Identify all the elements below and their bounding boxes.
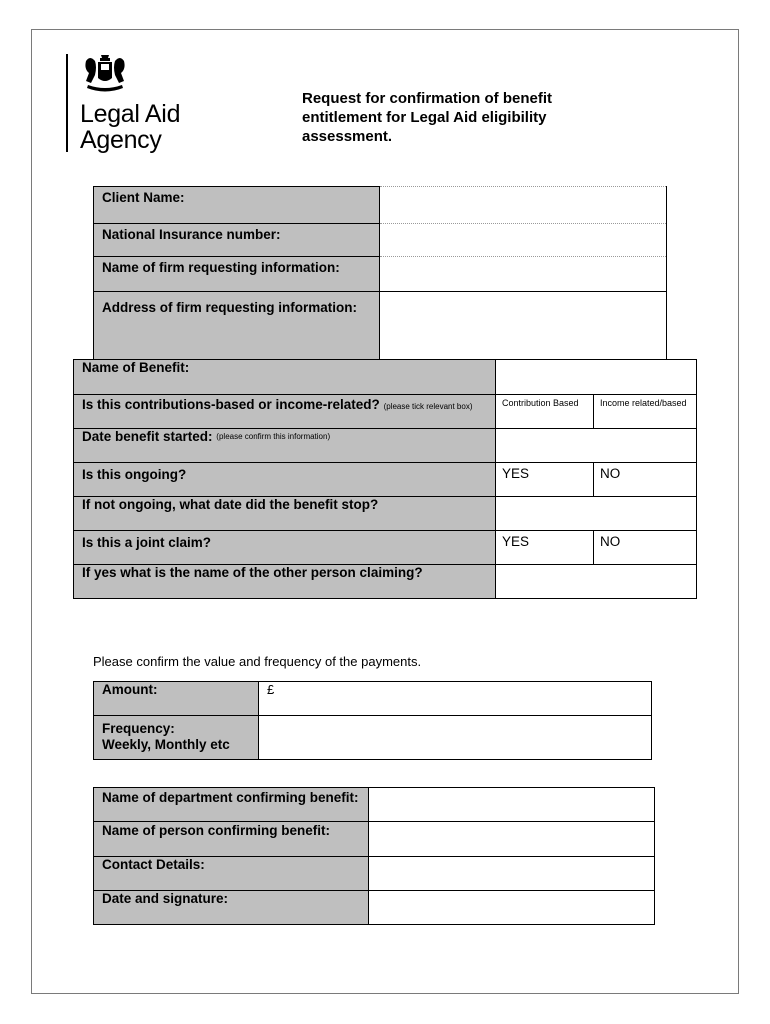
frequency-field[interactable] — [259, 716, 652, 760]
benefit-name-field[interactable] — [496, 360, 697, 395]
other-person-label-cell — [74, 565, 496, 599]
joint-claim-yes-label: YES — [502, 534, 530, 549]
table-row — [94, 857, 655, 891]
benefit-name-label-cell — [74, 360, 496, 395]
logo-line-2: Agency — [80, 126, 162, 154]
ongoing-yes-option[interactable] — [496, 463, 594, 497]
table-row — [94, 682, 652, 716]
ongoing-no-label: NO — [600, 466, 621, 481]
date-signature-label: Date and signature: — [102, 891, 229, 906]
other-person-label: If yes what is the name of the other person claiming? — [82, 565, 423, 580]
date-signature-label-cell — [94, 891, 369, 925]
table-row — [74, 395, 697, 429]
title-line-2: entitlement for Legal Aid eligibility — [302, 109, 547, 126]
ongoing-no-option[interactable] — [594, 463, 697, 497]
amount-field[interactable] — [259, 682, 652, 716]
client-details-table — [93, 186, 667, 360]
ni-label: National Insurance number: — [102, 227, 281, 242]
person-label-cell — [94, 822, 369, 857]
department-field[interactable] — [369, 788, 655, 822]
date-started-field[interactable] — [496, 429, 697, 463]
ongoing-label: Is this ongoing? — [82, 467, 187, 482]
joint-claim-no-option[interactable] — [594, 531, 697, 565]
table-row — [74, 497, 697, 531]
currency-symbol: £ — [267, 682, 275, 697]
firm-name-label-cell — [94, 257, 380, 292]
royal-crest-icon — [80, 53, 130, 93]
benefit-type-label: Is this contributions-based or income-related? — [82, 397, 380, 412]
frequency-label-cell — [94, 716, 259, 760]
client-name-label: Client Name: — [102, 190, 185, 205]
contact-field[interactable] — [369, 857, 655, 891]
confirmation-table — [93, 787, 655, 925]
client-name-label-cell — [94, 187, 380, 224]
ongoing-yes-label: YES — [502, 466, 530, 481]
firm-name-field[interactable] — [380, 257, 667, 292]
table-row — [74, 463, 697, 497]
date-signature-field[interactable] — [369, 891, 655, 925]
joint-claim-label-cell — [74, 531, 496, 565]
amount-label: Amount: — [102, 682, 158, 697]
person-label: Name of person confirming benefit: — [102, 823, 331, 838]
table-row — [94, 822, 655, 857]
benefit-type-label-cell — [74, 395, 496, 429]
table-row — [74, 360, 697, 395]
title-line-1: Request for confirmation of benefit — [302, 90, 553, 107]
table-row — [74, 565, 697, 599]
other-person-field[interactable] — [496, 565, 697, 599]
firm-address-field[interactable] — [380, 292, 667, 360]
table-row — [94, 716, 652, 760]
benefit-type-hint: (please tick relevant box) — [383, 402, 473, 411]
payments-intro-text: Please confirm the value and frequency of the payments. — [93, 654, 422, 669]
firm-address-label: Address of firm requesting information: — [102, 300, 358, 315]
ni-number-field[interactable] — [380, 224, 667, 257]
contribution-based-label: Contribution Based — [502, 398, 579, 408]
stop-date-field[interactable] — [496, 497, 697, 531]
department-label-cell — [94, 788, 369, 822]
amount-label-cell — [94, 682, 259, 716]
logo-line-1: Legal Aid — [80, 100, 181, 128]
ongoing-label-cell — [74, 463, 496, 497]
firm-name-label: Name of firm requesting information: — [102, 260, 340, 275]
income-related-label: Income related/based — [600, 398, 687, 408]
payments-table — [93, 681, 652, 760]
department-label: Name of department confirming benefit: — [102, 790, 359, 805]
benefit-details-table — [73, 359, 697, 599]
contact-label-cell — [94, 857, 369, 891]
logo-divider — [66, 54, 68, 152]
firm-address-label-cell — [94, 292, 380, 360]
stop-date-label-cell — [74, 497, 496, 531]
table-row — [94, 891, 655, 925]
stop-date-label: If not ongoing, what date did the benefit stop? — [82, 497, 379, 512]
contact-label: Contact Details: — [102, 857, 205, 872]
table-row — [94, 224, 667, 257]
person-field[interactable] — [369, 822, 655, 857]
income-related-option[interactable] — [594, 395, 697, 429]
date-started-label-cell — [74, 429, 496, 463]
ni-label-cell — [94, 224, 380, 257]
title-line-3: assessment. — [302, 128, 393, 145]
benefit-name-label: Name of Benefit: — [82, 360, 190, 375]
frequency-hint: Weekly, Monthly etc — [102, 737, 230, 752]
table-row — [94, 187, 667, 224]
date-started-label: Date benefit started: — [82, 429, 213, 444]
joint-claim-yes-option[interactable] — [496, 531, 594, 565]
joint-claim-no-label: NO — [600, 534, 621, 549]
document-title — [302, 89, 632, 146]
table-row — [94, 292, 667, 360]
table-row — [74, 429, 697, 463]
joint-claim-label: Is this a joint claim? — [82, 535, 212, 550]
table-row — [74, 531, 697, 565]
date-started-hint: (please confirm this information) — [216, 432, 331, 441]
frequency-label: Frequency: — [102, 721, 175, 736]
table-row — [94, 257, 667, 292]
agency-logo-text — [80, 101, 180, 153]
client-name-field[interactable] — [380, 187, 667, 224]
table-row — [94, 788, 655, 822]
contribution-based-option[interactable] — [496, 395, 594, 429]
